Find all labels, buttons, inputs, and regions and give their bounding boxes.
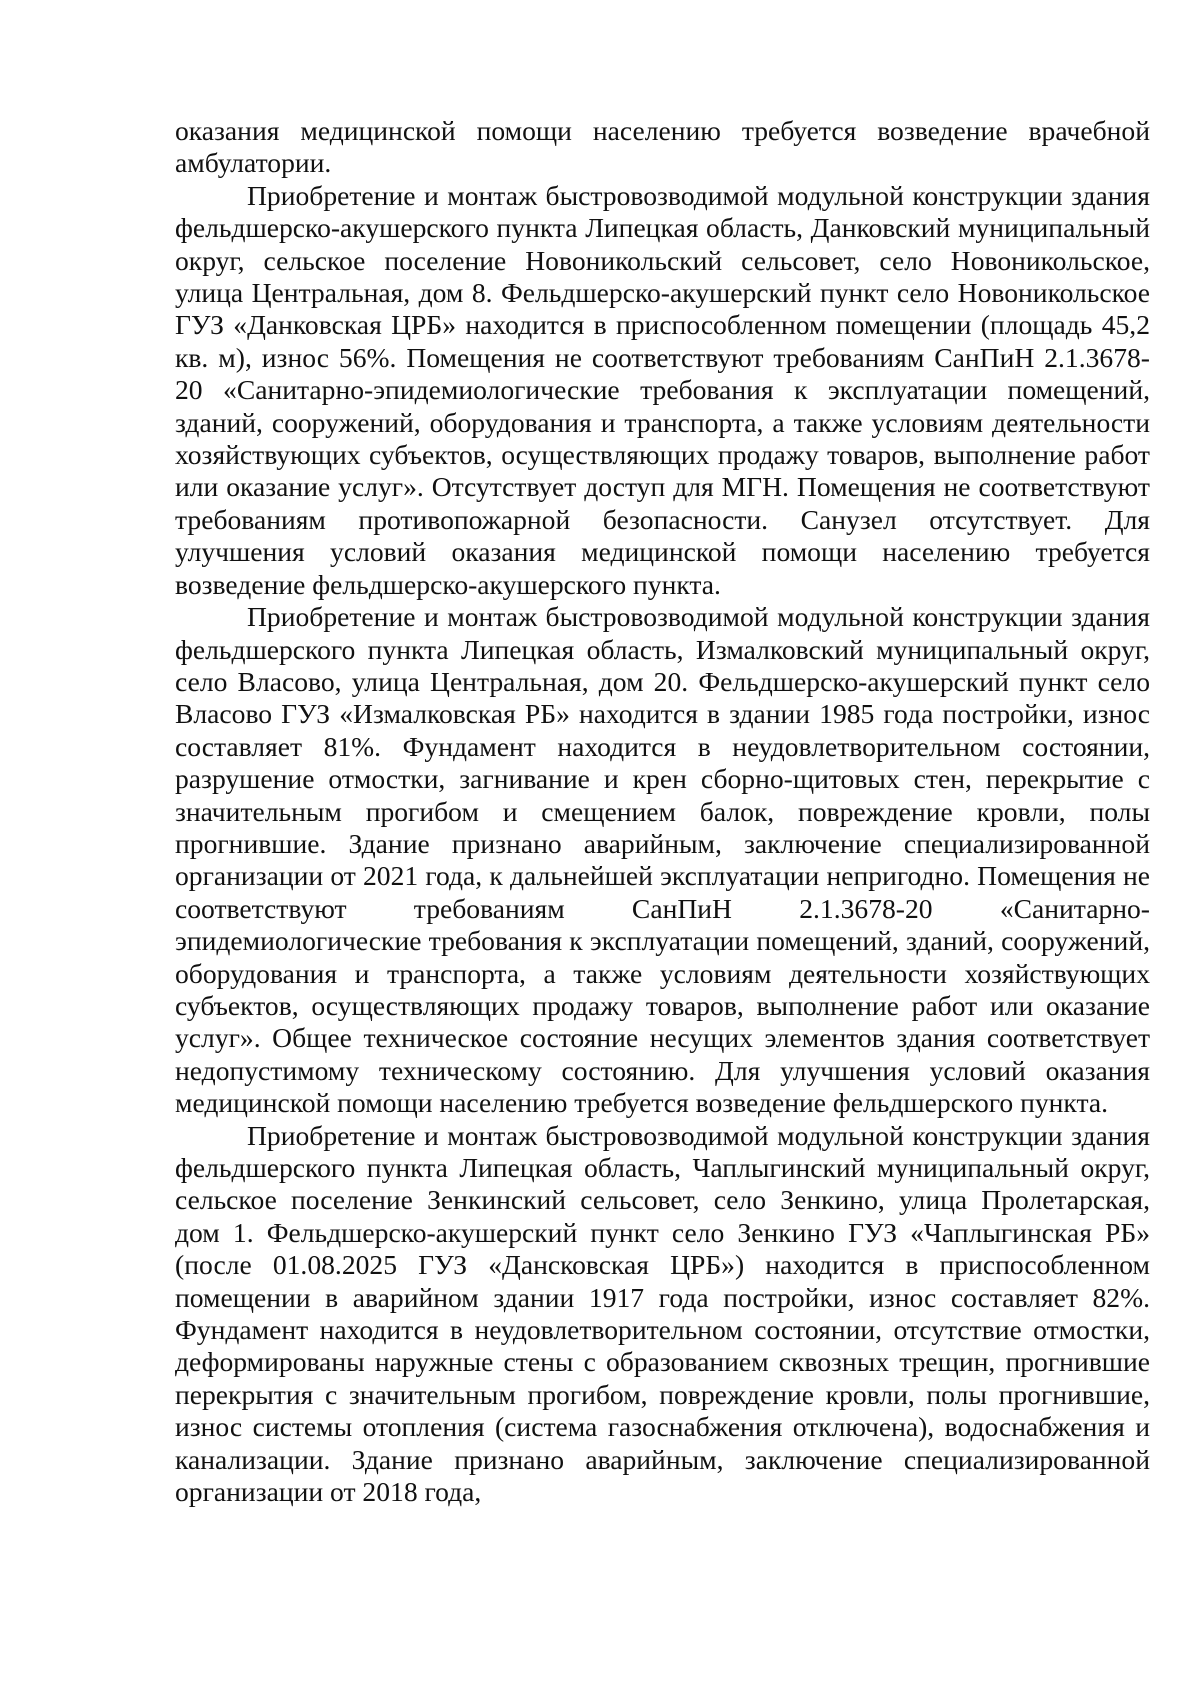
paragraph-ambulatory-end: оказания медицинской помощи населению требуется возведение врачебной амбулатории. xyxy=(175,115,1150,179)
document-body xyxy=(175,115,1150,1508)
paragraph-zenkino: Приобретение и монтаж быстровозводимой модульной конструкции здания фельдшерского пункта Липецкая область, Чаплыгинский муниципальный округ, сельское поселение Зенкинский сельсовет, село Зенкино, улица Пролетарская, дом 1. Фельдшерско-акушерский пункт село Зенкино ГУЗ «Чаплыгинская РБ» (после 01.08.2025 ГУЗ «Дансковская ЦРБ») находится в приспособленном помещении в аварийном здании 1917 года постройки, износ составляет 82%. Фундамент находится в неудовлетворительном состоянии, отсутствие отмостки, деформированы наружные стены с образованием сквозных трещин, прогнившие перекрытия с значительным прогибом, повреждение кровли, полы прогнившие, износ системы отопления (система газоснабжения отключена), водоснабжения и канализации. Здание признано аварийным, заключение специализированной организации от 2018 года, xyxy=(175,1119,1150,1508)
paragraph-vlasovo: Приобретение и монтаж быстровозводимой модульной конструкции здания фельдшерского пункта Липецкая область, Измалковский муниципальный округ, село Власово, улица Центральная, дом 20. Фельдшерско-акушерский пункт село Власово ГУЗ «Измалковская РБ» находится в здании 1985 года постройки, износ составляет 81%. Фундамент находится в неудовлетворительном состоянии, разрушение отмостки, загнивание и крен сборно-щитовых стен, перекрытие с значительным прогибом и смещением балок, повреждение кровли, полы прогнившие. Здание признано аварийным, заключение специализированной организации от 2021 года, к дальнейшей эксплуатации непригодно. Помещения не соответствуют требованиям СанПиН 2.1.3678-20 «Санитарно-эпидемиологические требования к эксплуатации помещений, зданий, сооружений, оборудования и транспорта, а также условиям деятельности хозяйствующих субъектов, осуществляющих продажу товаров, выполнение работ или оказание услуг». Общее техническое состояние несущих элементов здания соответствует недопустимому техническому состоянию. Для улучшения условий оказания медицинской помощи населению требуется возведение фельдшерского пункта. xyxy=(175,601,1150,1119)
paragraph-novonikolskoe: Приобретение и монтаж быстровозводимой модульной конструкции здания фельдшерско-акушерского пункта Липецкая область, Данковский муниципальный округ, сельское поселение Новоникольский сельсовет, село Новоникольское, улица Центральная, дом 8. Фельдшерско-акушерский пункт село Новоникольское ГУЗ «Данковская ЦРБ» находится в приспособленном помещении (площадь 45,2 кв. м), износ 56%. Помещения не соответствуют требованиям СанПиН 2.1.3678-20 «Санитарно-эпидемиологические требования к эксплуатации помещений, зданий, сооружений, оборудования и транспорта, а также условиям деятельности хозяйствующих субъектов, осуществляющих продажу товаров, выполнение работ или оказание услуг». Отсутствует доступ для МГН. Помещения не соответствуют требованиям противопожарной безопасности. Санузел отсутствует. Для улучшения условий оказания медицинской помощи населению требуется возведение фельдшерско-акушерского пункта. xyxy=(175,179,1150,600)
